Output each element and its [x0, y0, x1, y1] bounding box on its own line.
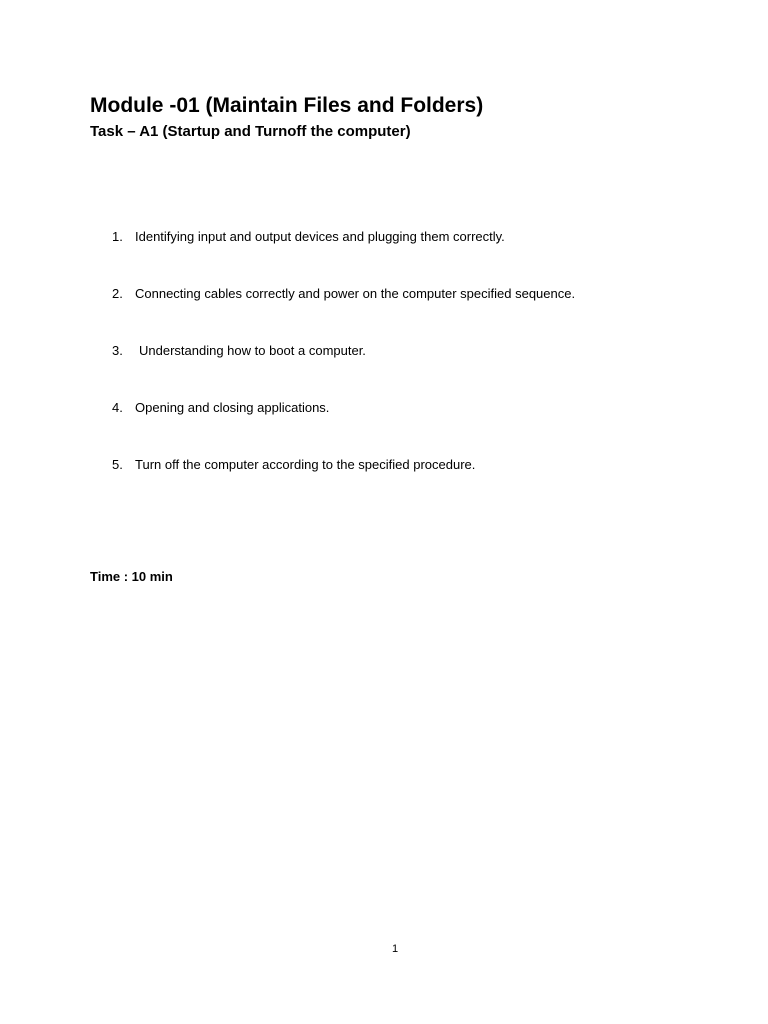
step-text: Turn off the computer according to the specified procedure. — [135, 457, 476, 472]
module-title: Module -01 (Maintain Files and Folders) — [90, 94, 484, 117]
list-item — [112, 456, 475, 474]
step-number: 3. — [112, 343, 123, 358]
page-number: 1 — [391, 943, 399, 955]
list-item — [112, 285, 575, 303]
step-number: 5. — [112, 457, 123, 472]
step-text: Opening and closing applications. — [135, 400, 330, 415]
step-text: Understanding how to boot a computer. — [139, 343, 366, 358]
list-item — [112, 399, 329, 417]
step-number: 4. — [112, 400, 123, 415]
list-item — [112, 228, 505, 246]
step-text: Connecting cables correctly and power on the computer specified sequence. — [135, 286, 576, 301]
step-text: Identifying input and output devices and plugging them correctly. — [135, 229, 505, 244]
step-number: 2. — [112, 286, 123, 301]
list-item — [112, 342, 366, 360]
step-number: 1. — [112, 229, 123, 244]
task-subtitle: Task – A1 (Startup and Turnoff the computer) — [90, 123, 411, 140]
time-allowance: Time : 10 min — [90, 569, 173, 584]
